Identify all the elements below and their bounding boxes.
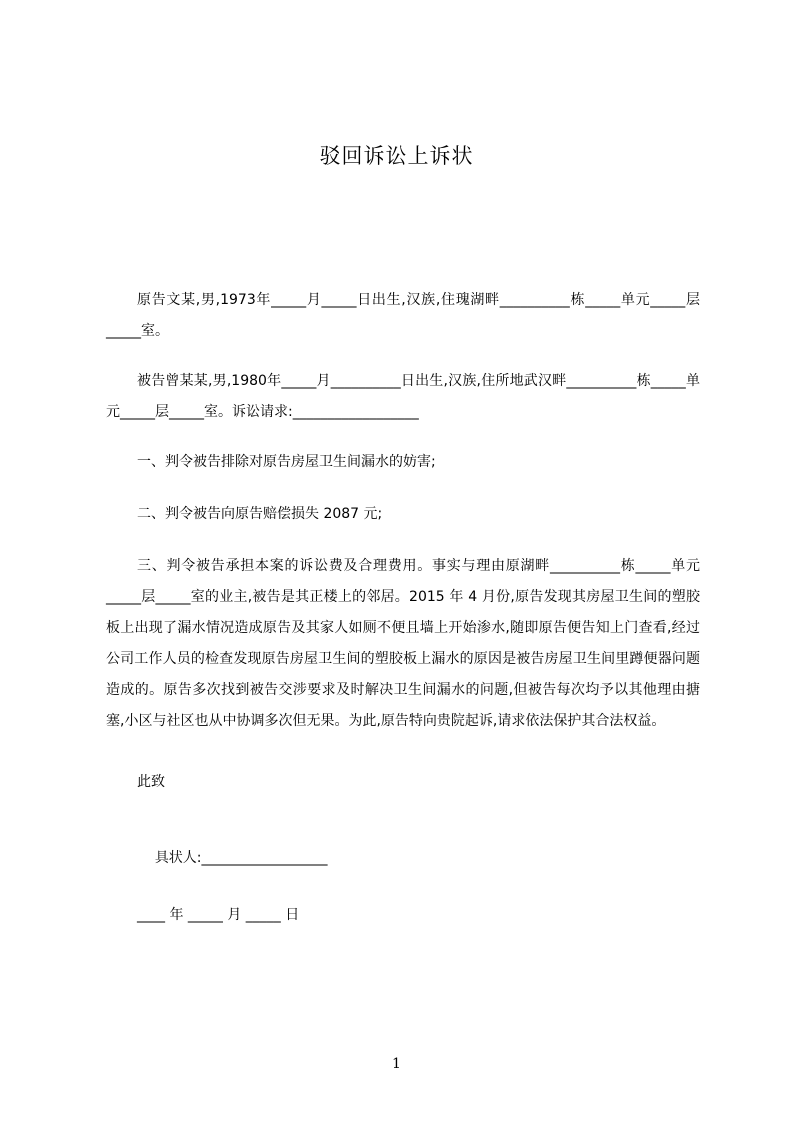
signer-line: [137, 822, 328, 894]
claim-1-paragraph: 一、判令被告排除对原告房屋卫生间漏水的妨害;: [137, 454, 436, 470]
closing-salutation: 此致: [137, 774, 165, 790]
claim-3-paragraph: 三、判令被告承担本案的诉讼费及合理费用。事实与理由原湖畔__________栋_____单元_____层_____室的业主,被告是其正楼上的邻居。2015 年 4 月份,原告发现其房屋卫生间的塑胶板上出现了漏水情况造成原告及其家人如厕不便且墙上开始渗水,随即原告便告知上门查看,经过公司工作人员的检查发现原告房屋卫生间的塑胶板上漏水的原因是被告房屋卫生间里蹲便器问题造成的。原告多次找到被告交涉要求及时解决卫生间漏水的问题,但被告每次均予以其他理由搪塞,小区与社区也从中协调多次但无果。为此,原告特向贵院起诉,请求依法保护其合法权益。: [106, 558, 700, 729]
page-number: 1: [392, 1056, 401, 1072]
signer-blank: __________________: [201, 850, 328, 866]
defendant-paragraph: 被告曾某某,男,1980年_____月__________日出生,汉族,住所地武汉畔__________栋_____单元_____层_____室。诉讼请求:__________________: [106, 373, 700, 420]
plaintiff-paragraph: 原告文某,男,1973年_____月_____日出生,汉族,住瑰湖畔__________栋_____单元_____层_____室。: [106, 292, 700, 339]
date-line: ____ 年 _____ 月 _____ 日: [137, 907, 300, 923]
claim-2-paragraph: 二、判令被告向原告赔偿损失 2087 元;: [137, 506, 383, 522]
document-title: 驳回诉讼上诉状: [319, 144, 474, 168]
signer-label: 具状人:: [154, 850, 202, 866]
